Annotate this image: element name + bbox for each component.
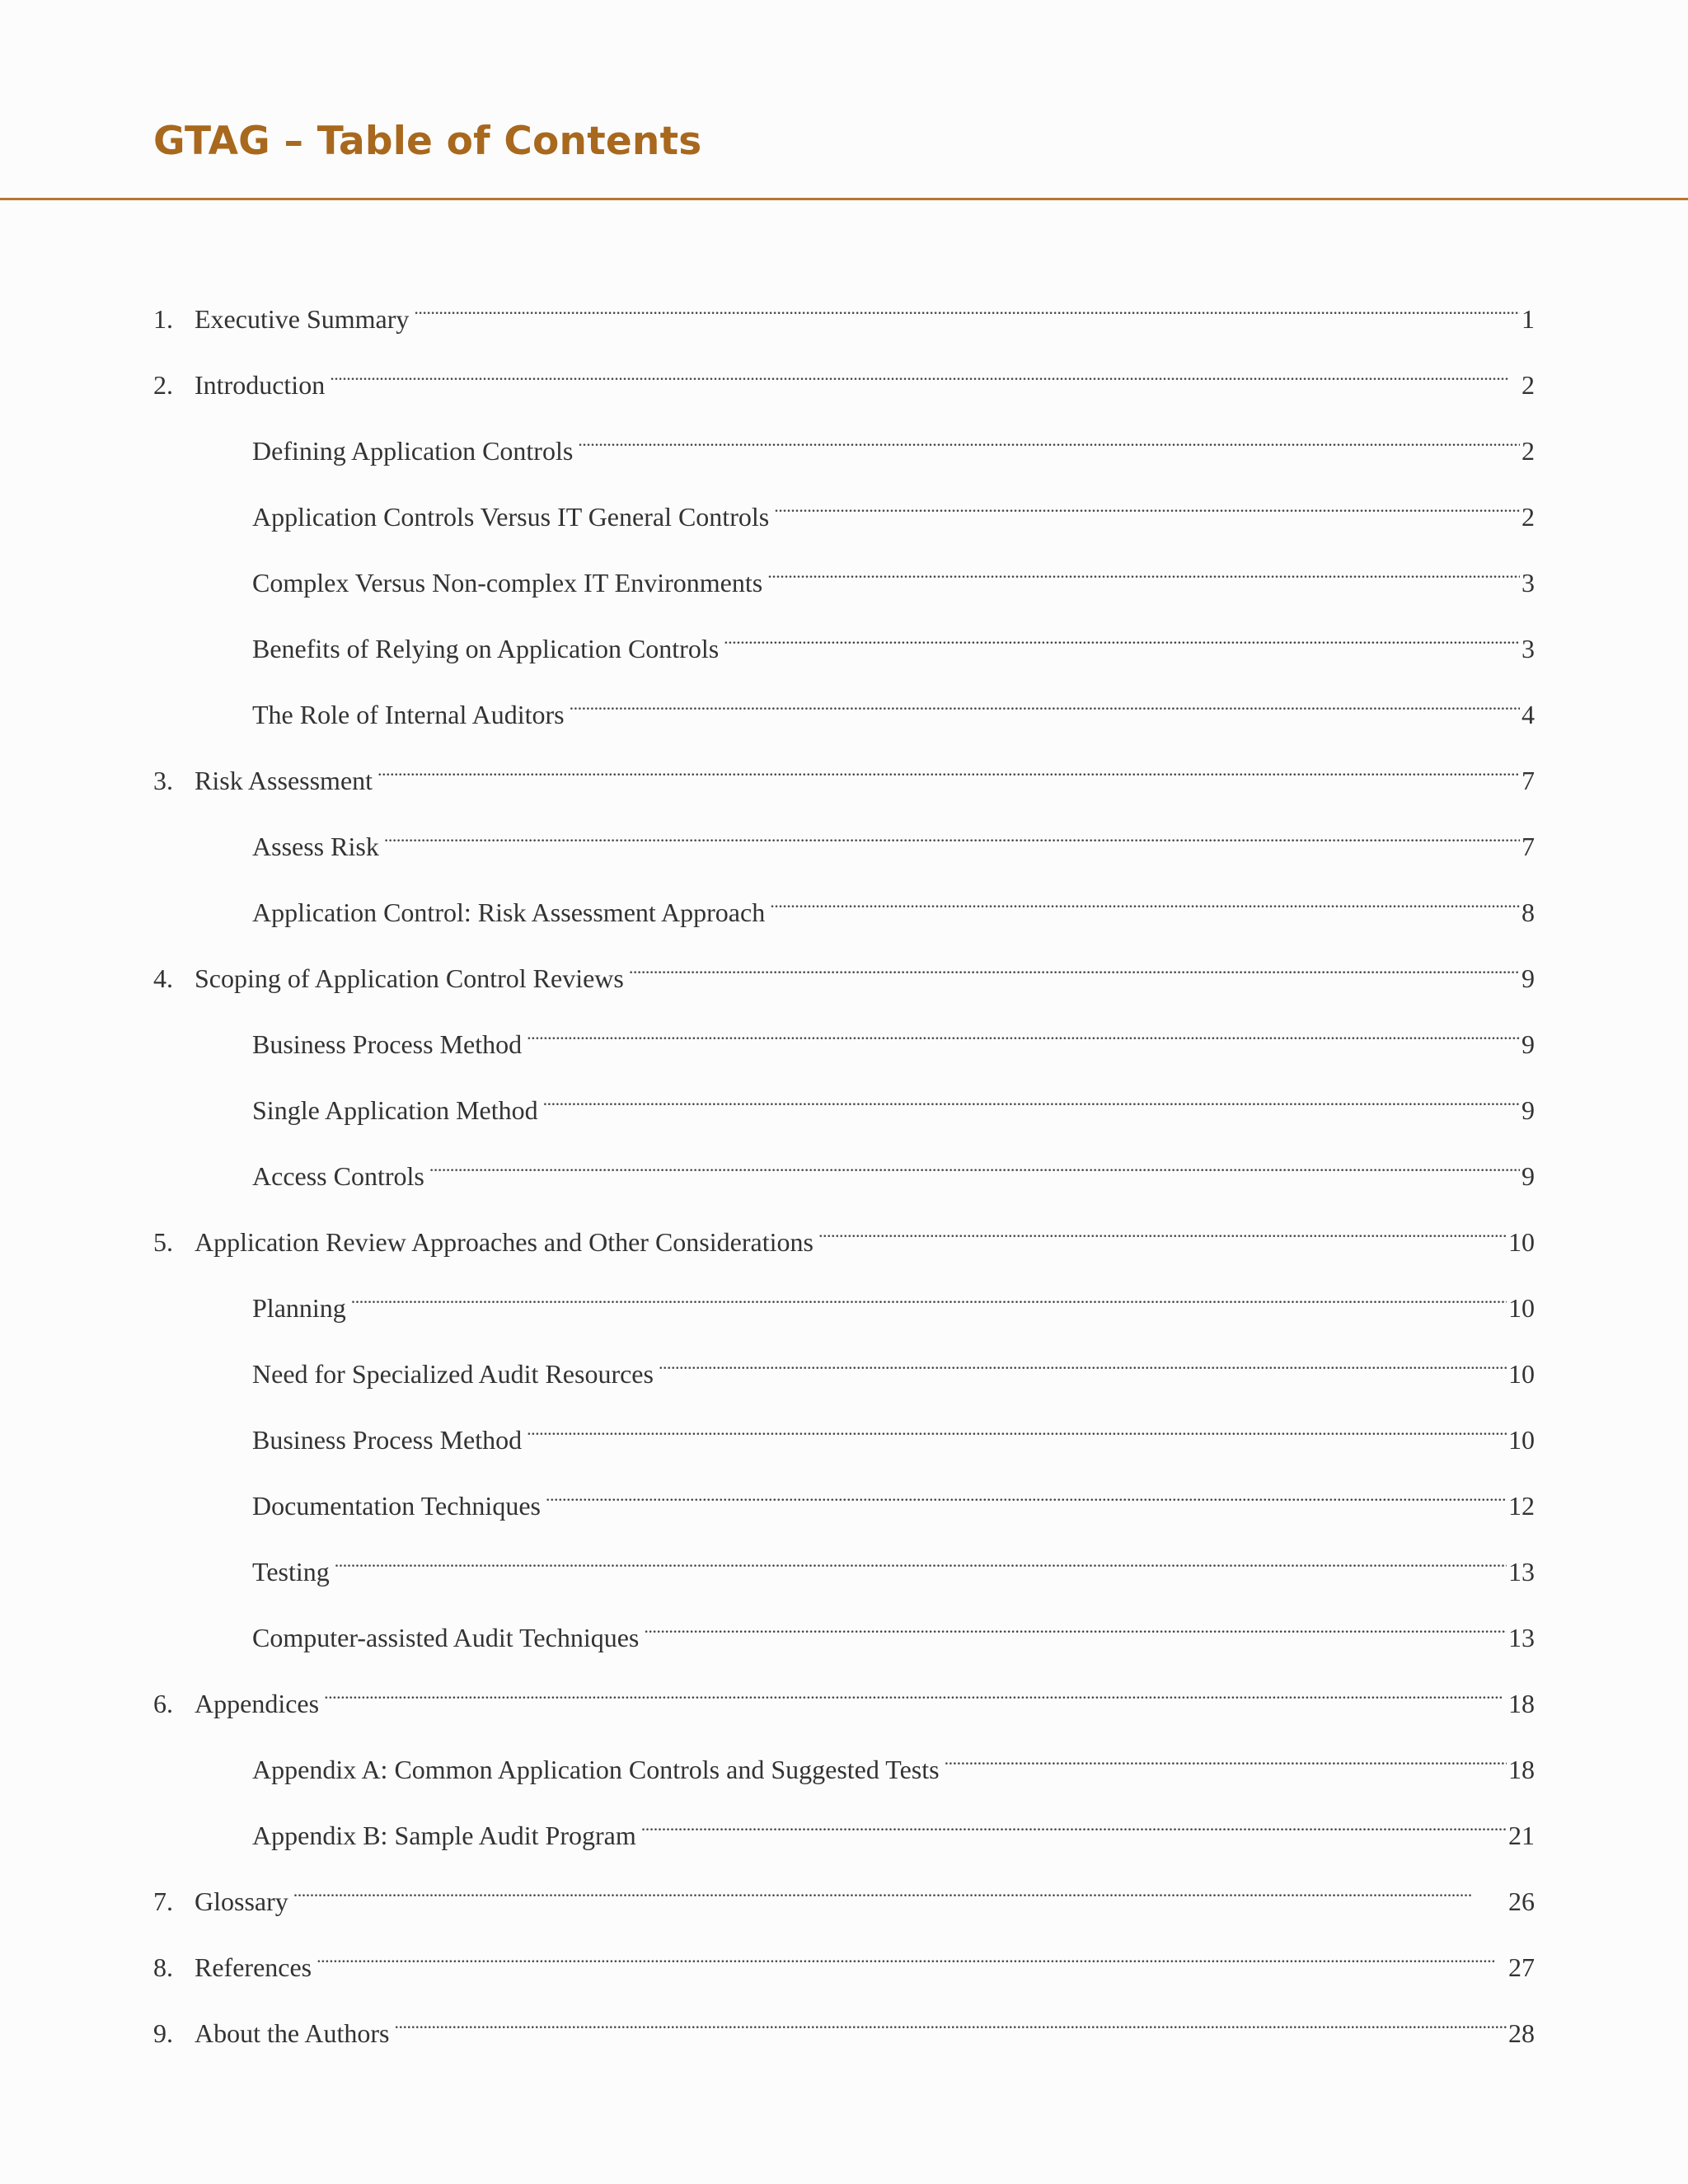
toc-entry-page-number[interactable]: 2 <box>1522 502 1535 532</box>
toc-subentry[interactable] <box>153 552 1535 618</box>
toc-entry-page-number[interactable]: 9 <box>1522 1161 1535 1191</box>
toc-entry-number: 3. <box>153 766 173 795</box>
toc-entry[interactable] <box>153 2003 1535 2069</box>
toc-subentry[interactable] <box>153 816 1535 882</box>
toc-entry-title[interactable]: Computer-assisted Audit Techniques <box>252 1623 640 1652</box>
toc-entry-page-number[interactable]: 10 <box>1508 1359 1535 1389</box>
dot-leader <box>767 552 1520 592</box>
toc-subentry[interactable] <box>153 882 1535 948</box>
page-header <box>0 0 1688 200</box>
dot-leader <box>429 1146 1520 1185</box>
toc-entry-page-number[interactable]: 7 <box>1522 832 1535 861</box>
toc-subentry[interactable] <box>153 1146 1535 1212</box>
toc-entry-number: 6. <box>153 1689 173 1718</box>
toc-entry[interactable] <box>153 288 1535 354</box>
toc-entry-title[interactable]: Executive Summary <box>195 304 410 334</box>
toc-subentry[interactable] <box>153 1607 1535 1673</box>
dot-leader <box>316 1937 1507 1976</box>
dot-leader <box>774 486 1520 526</box>
toc-entry-number: 8. <box>153 1952 173 1982</box>
dot-leader <box>546 1475 1507 1515</box>
toc-subentry[interactable] <box>153 1409 1535 1475</box>
dot-leader <box>351 1277 1507 1317</box>
toc-entry-page-number[interactable]: 27 <box>1508 1952 1535 1982</box>
toc-entry-page-number[interactable]: 28 <box>1508 2018 1535 2048</box>
toc-entry-title[interactable]: Application Control: Risk Assessment Approach <box>252 898 766 927</box>
toc-entry-page-number[interactable]: 18 <box>1508 1755 1535 1784</box>
toc-entry-page-number[interactable]: 9 <box>1522 1095 1535 1125</box>
toc-entry-page-number[interactable]: 18 <box>1508 1689 1535 1718</box>
toc-entry-page-number[interactable]: 3 <box>1522 568 1535 598</box>
dot-leader <box>641 1805 1507 1844</box>
toc-entry-title[interactable]: Business Process Method <box>252 1029 523 1059</box>
toc-entry-title[interactable]: Complex Versus Non-complex IT Environments <box>252 568 763 598</box>
toc-entry-number: 9. <box>153 2018 173 2048</box>
dot-leader <box>570 684 1520 724</box>
dot-leader <box>578 420 1520 460</box>
dot-leader <box>293 1871 1507 1910</box>
toc-entry-title[interactable]: Application Controls Versus IT General Controls <box>252 502 770 532</box>
toc-entry[interactable] <box>153 1212 1535 1277</box>
toc-entry[interactable] <box>153 354 1535 420</box>
dot-leader <box>644 1607 1507 1647</box>
toc-entry-page-number[interactable]: 2 <box>1522 370 1535 400</box>
dot-leader <box>543 1080 1520 1119</box>
page-title: GTAG – Table of Contents <box>153 119 702 164</box>
dot-leader <box>945 1739 1507 1779</box>
toc-entry[interactable] <box>153 1673 1535 1739</box>
toc-subentry[interactable] <box>153 1014 1535 1080</box>
toc-entry-page-number[interactable]: 2 <box>1522 436 1535 466</box>
table-of-contents <box>153 288 1535 2069</box>
dot-leader <box>527 1409 1507 1449</box>
toc-entry-number: 2. <box>153 370 173 400</box>
toc-entry-page-number[interactable]: 13 <box>1508 1623 1535 1652</box>
toc-entry-page-number[interactable]: 9 <box>1522 1029 1535 1059</box>
toc-entry-number: 7. <box>153 1886 173 1916</box>
toc-subentry[interactable] <box>153 1541 1535 1607</box>
toc-entry-page-number[interactable]: 10 <box>1508 1293 1535 1323</box>
dot-leader <box>629 948 1520 987</box>
toc-subentry[interactable] <box>153 618 1535 684</box>
toc-entry-title[interactable]: Business Process Method <box>252 1425 523 1455</box>
toc-entry-title[interactable]: Application Review Approaches and Other Considerations <box>195 1227 814 1257</box>
toc-entry-title[interactable]: About the Authors <box>195 2018 390 2048</box>
toc-entry-page-number[interactable]: 1 <box>1522 304 1535 334</box>
toc-entry-number: 1. <box>153 304 173 334</box>
dot-leader <box>335 1541 1507 1581</box>
toc-entry[interactable] <box>153 1937 1535 2003</box>
dot-leader <box>527 1014 1520 1053</box>
toc-entry-title[interactable]: Access Controls <box>252 1161 424 1191</box>
toc-subentry[interactable] <box>153 420 1535 486</box>
dot-leader <box>724 618 1520 658</box>
toc-entry-number: 4. <box>153 963 173 993</box>
toc-entry-title[interactable]: Appendix A: Common Application Controls and Suggested Tests <box>252 1755 940 1784</box>
toc-entry-title[interactable]: Planning <box>252 1293 346 1323</box>
dot-leader <box>394 2003 1507 2042</box>
toc-subentry[interactable] <box>153 684 1535 750</box>
dot-leader <box>330 354 1520 394</box>
toc-subentry[interactable] <box>153 1475 1535 1541</box>
dot-leader <box>384 816 1520 855</box>
toc-entry[interactable] <box>153 750 1535 816</box>
toc-entry-number: 5. <box>153 1227 173 1257</box>
toc-entry-page-number[interactable]: 26 <box>1508 1886 1535 1916</box>
dot-leader <box>659 1343 1507 1383</box>
toc-subentry[interactable] <box>153 1080 1535 1146</box>
toc-entry-page-number[interactable]: 4 <box>1522 700 1535 729</box>
toc-entry-page-number[interactable]: 12 <box>1508 1491 1535 1521</box>
toc-entry-title[interactable]: Introduction <box>195 370 326 400</box>
dot-leader <box>377 750 1520 790</box>
toc-entry-title[interactable]: Glossary <box>195 1886 288 1916</box>
toc-entry-page-number[interactable]: 10 <box>1508 1227 1535 1257</box>
toc-entry[interactable] <box>153 948 1535 1014</box>
toc-entry-page-number[interactable]: 9 <box>1522 963 1535 993</box>
toc-entry-title[interactable]: Benefits of Relying on Application Controls <box>252 634 720 663</box>
toc-entry-title[interactable]: Documentation Techniques <box>252 1491 541 1521</box>
toc-entry-title[interactable]: Need for Specialized Audit Resources <box>252 1359 654 1389</box>
dot-leader <box>414 288 1520 328</box>
toc-subentry[interactable] <box>153 1343 1535 1409</box>
toc-entry-title[interactable]: Assess Risk <box>252 832 379 861</box>
toc-entry-title[interactable]: The Role of Internal Auditors <box>252 700 565 729</box>
header-divider <box>0 198 1688 200</box>
toc-entry-page-number[interactable]: 13 <box>1508 1557 1535 1586</box>
dot-leader <box>324 1673 1507 1713</box>
toc-entry-title[interactable]: Risk Assessment <box>195 766 373 795</box>
toc-entry-title[interactable]: Defining Application Controls <box>252 436 574 466</box>
toc-entry-page-number[interactable]: 7 <box>1522 766 1535 795</box>
toc-subentry[interactable] <box>153 1739 1535 1805</box>
toc-entry[interactable] <box>153 1871 1535 1937</box>
toc-entry-page-number[interactable]: 21 <box>1508 1821 1535 1850</box>
toc-subentry[interactable] <box>153 486 1535 552</box>
toc-entry-page-number[interactable]: 3 <box>1522 634 1535 663</box>
toc-entry-title[interactable]: Single Application Method <box>252 1095 538 1125</box>
toc-entry-page-number[interactable]: 8 <box>1522 898 1535 927</box>
toc-entry-title[interactable]: Testing <box>252 1557 330 1586</box>
toc-subentry[interactable] <box>153 1277 1535 1343</box>
toc-entry-title[interactable]: Appendices <box>195 1689 320 1718</box>
toc-entry-title[interactable]: Appendix B: Sample Audit Program <box>252 1821 636 1850</box>
dot-leader <box>818 1212 1507 1251</box>
toc-entry-title[interactable]: Scoping of Application Control Reviews <box>195 963 624 993</box>
toc-entry-page-number[interactable]: 10 <box>1508 1425 1535 1455</box>
toc-entry-title[interactable]: References <box>195 1952 312 1982</box>
dot-leader <box>770 882 1520 921</box>
toc-subentry[interactable] <box>153 1805 1535 1871</box>
